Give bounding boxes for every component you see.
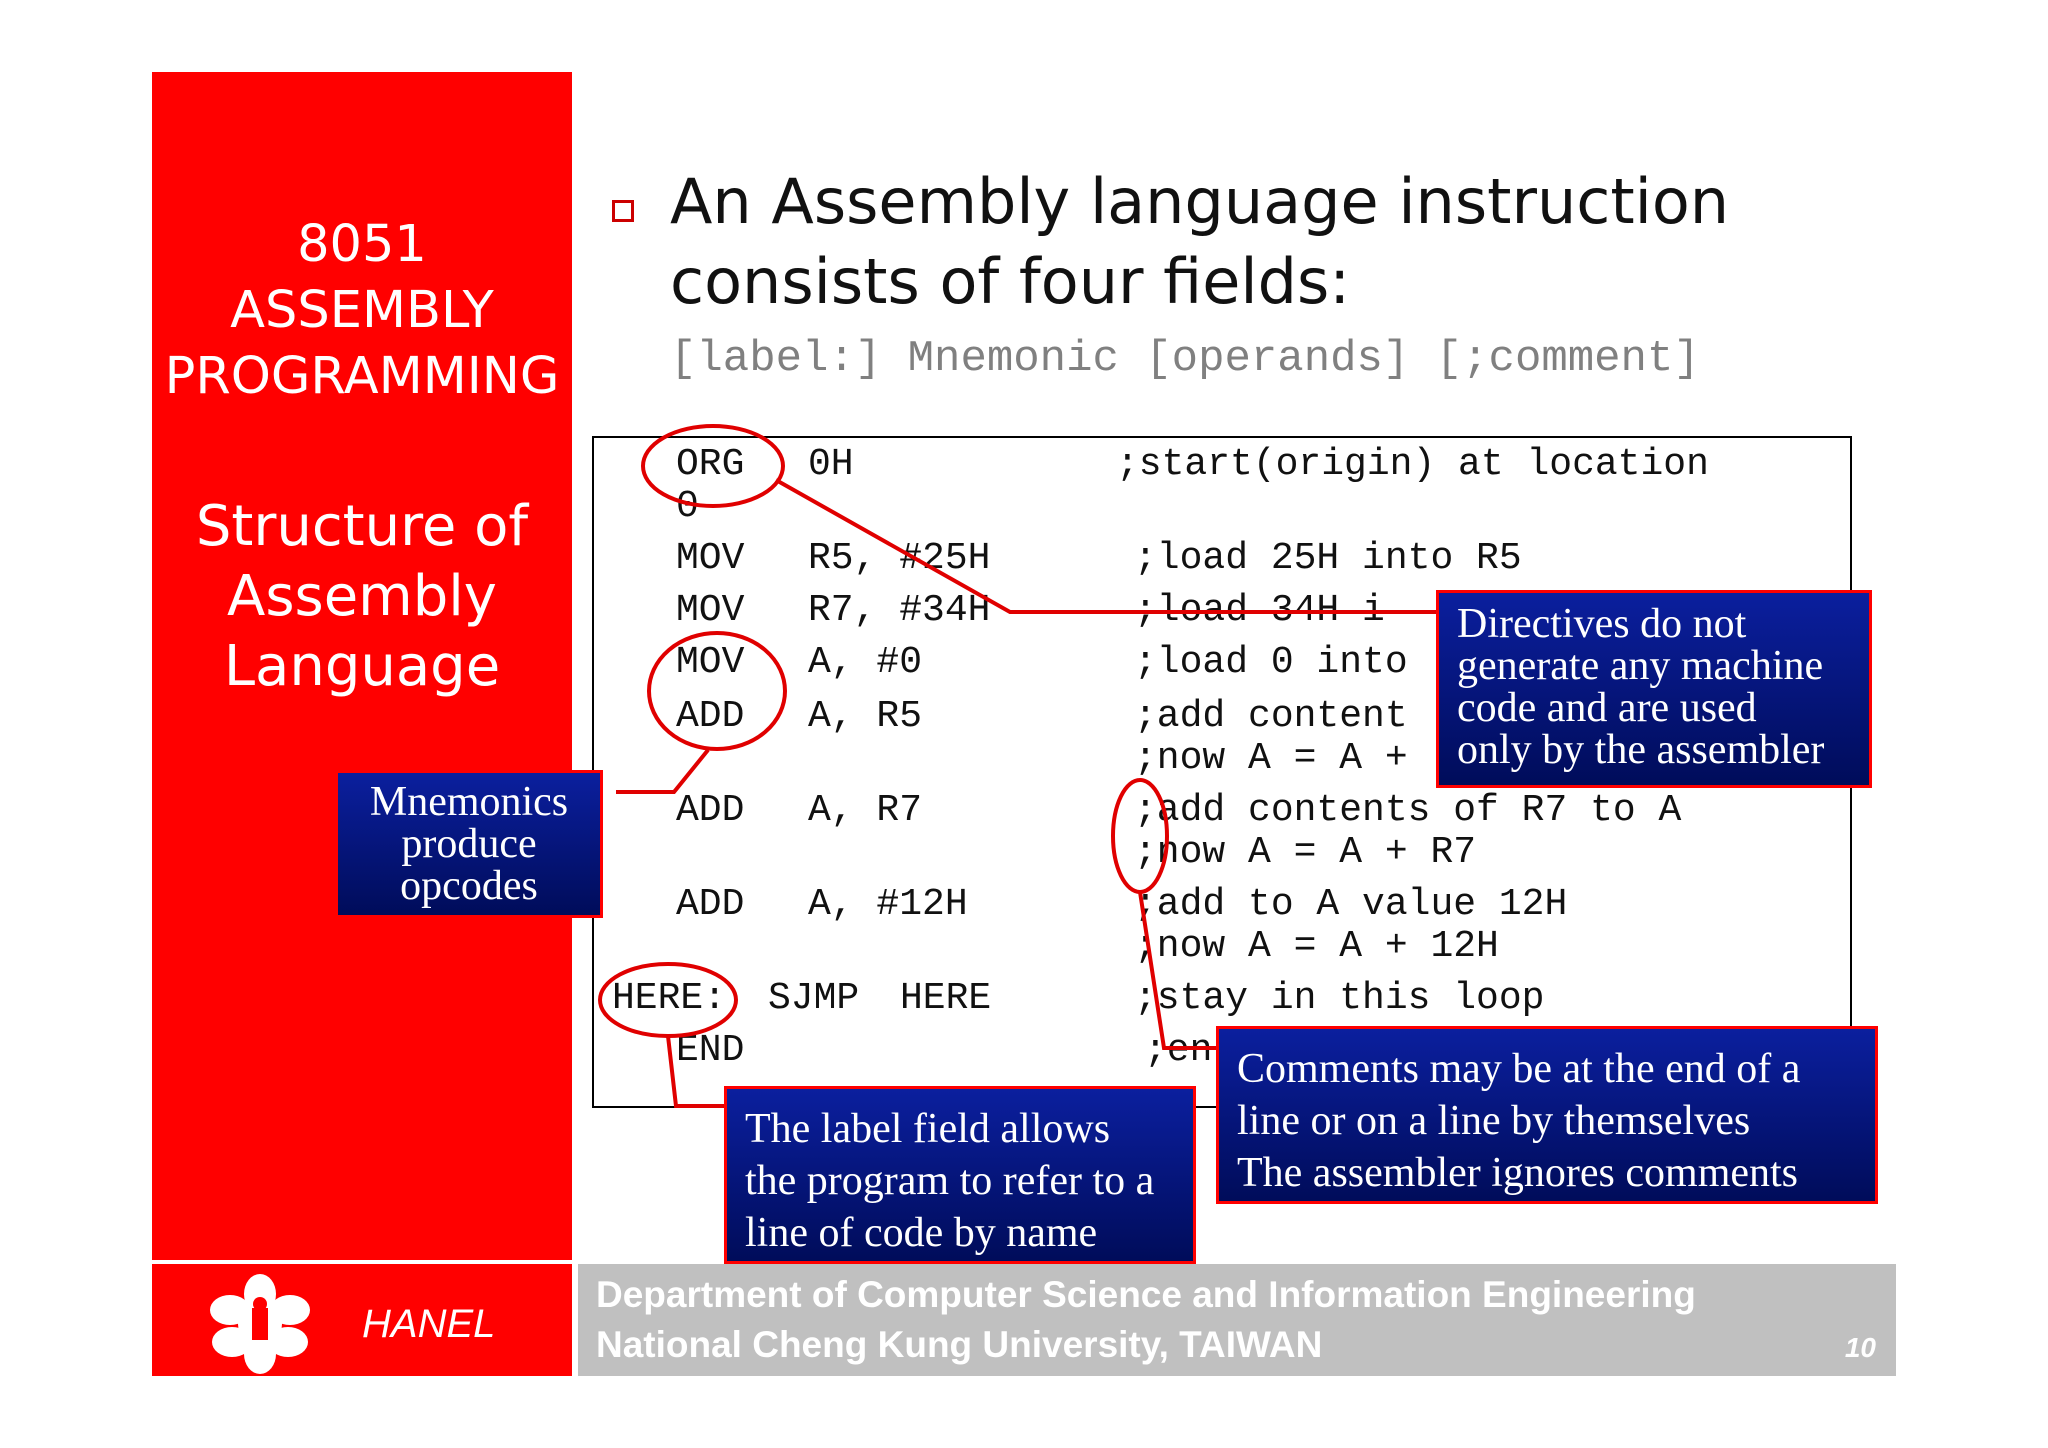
- sidebar-subtopic: [152, 492, 572, 702]
- code-comment-wrap: ;now A = A +: [1134, 737, 1408, 780]
- square-bullet-icon: [612, 200, 634, 222]
- sidebar: [152, 72, 572, 1260]
- footer-brand-panel: [152, 1264, 572, 1376]
- code-mnemonic: ADD: [676, 883, 745, 926]
- callout-line: Comments may be at the end of a: [1237, 1046, 1801, 1092]
- code-mnemonic: END: [676, 1029, 745, 1072]
- code-operands: R7, #34H: [808, 589, 991, 632]
- code-mnemonic: MOV: [676, 589, 745, 632]
- code-comment: ;load 34H i: [1134, 589, 1385, 632]
- code-comment: ;add content: [1134, 695, 1408, 738]
- code-comment: ;stay in this loop: [1134, 977, 1545, 1020]
- label-callout: [724, 1086, 1196, 1264]
- university-emblem-icon: [202, 1274, 318, 1374]
- code-comment-wrap: 0: [676, 485, 699, 528]
- university-name: National Cheng Kung University, TAIWAN: [596, 1324, 1323, 1365]
- comments-callout: [1216, 1026, 1878, 1204]
- code-operands: R5, #25H: [808, 537, 991, 580]
- sidebar-topic: [152, 212, 572, 410]
- instruction-syntax: [label:] Mnemonic [operands] [;comment]: [670, 334, 1700, 384]
- code-mnemonic: SJMP: [768, 977, 860, 1020]
- directives-callout: [1436, 590, 1872, 788]
- code-mnemonic: ADD: [676, 695, 745, 738]
- footer-info-panel: [578, 1264, 1896, 1376]
- callout-line: Directives do not: [1457, 601, 1747, 647]
- sidebar-subtopic-line: Structure of: [195, 494, 529, 559]
- code-mnemonic: MOV: [676, 641, 745, 684]
- callout-line: produce: [401, 821, 537, 867]
- callout-line: only by the assembler: [1457, 727, 1825, 773]
- code-operands: A, #12H: [808, 883, 968, 926]
- code-mnemonic: MOV: [676, 537, 745, 580]
- department-name: Department of Computer Science and Information Engineering: [596, 1274, 1696, 1315]
- page-number: 10: [1844, 1332, 1876, 1363]
- callout-line: the program to refer to a: [745, 1158, 1155, 1204]
- code-mnemonic: ORG: [676, 443, 745, 486]
- brand-name: HANEL: [362, 1302, 496, 1346]
- callout-line: The label field allows: [745, 1106, 1111, 1152]
- code-comment-wrap: ;now A = A + 12H: [1134, 925, 1499, 968]
- code-comment: ;start(origin) at location: [1116, 443, 1709, 486]
- callout-line: Mnemonics: [369, 779, 569, 825]
- callout-line: code and are used: [1457, 685, 1757, 731]
- code-comment: ;add contents of R7 to A: [1134, 789, 1682, 832]
- code-comment-wrap: ;now A = A + R7: [1134, 831, 1477, 874]
- code-operands: HERE: [900, 977, 992, 1020]
- code-label: HERE:: [612, 977, 727, 1020]
- code-comment: ;load 25H into R5: [1134, 537, 1522, 580]
- sidebar-subtopic-line: Assembly: [227, 564, 497, 629]
- sidebar-topic-line: ASSEMBLY: [230, 281, 494, 340]
- code-operands: A, #0: [808, 641, 923, 684]
- sidebar-subtopic-line: Language: [223, 634, 501, 699]
- code-comment: ;load 0 into: [1134, 641, 1408, 684]
- code-comment: ;en: [1144, 1029, 1213, 1072]
- code-operands: 0H: [808, 443, 854, 486]
- code-mnemonic: ADD: [676, 789, 745, 832]
- sidebar-topic-line: PROGRAMMING: [164, 347, 560, 406]
- callout-line: line or on a line by themselves: [1237, 1098, 1751, 1144]
- callout-line: The assembler ignores comments: [1237, 1150, 1799, 1196]
- heading-line: An Assembly language instruction: [670, 165, 1730, 238]
- callout-line: opcodes: [400, 863, 538, 909]
- callout-line: generate any machine: [1457, 643, 1824, 689]
- sidebar-topic-line: 8051: [297, 215, 427, 274]
- callout-line: line of code by name: [745, 1210, 1098, 1256]
- code-comment: ;add to A value 12H: [1134, 883, 1568, 926]
- heading-line: consists of four fields:: [670, 245, 1351, 318]
- mnemonics-callout: [335, 770, 603, 918]
- code-operands: A, R5: [808, 695, 923, 738]
- slide-heading: [670, 162, 1729, 322]
- code-operands: A, R7: [808, 789, 923, 832]
